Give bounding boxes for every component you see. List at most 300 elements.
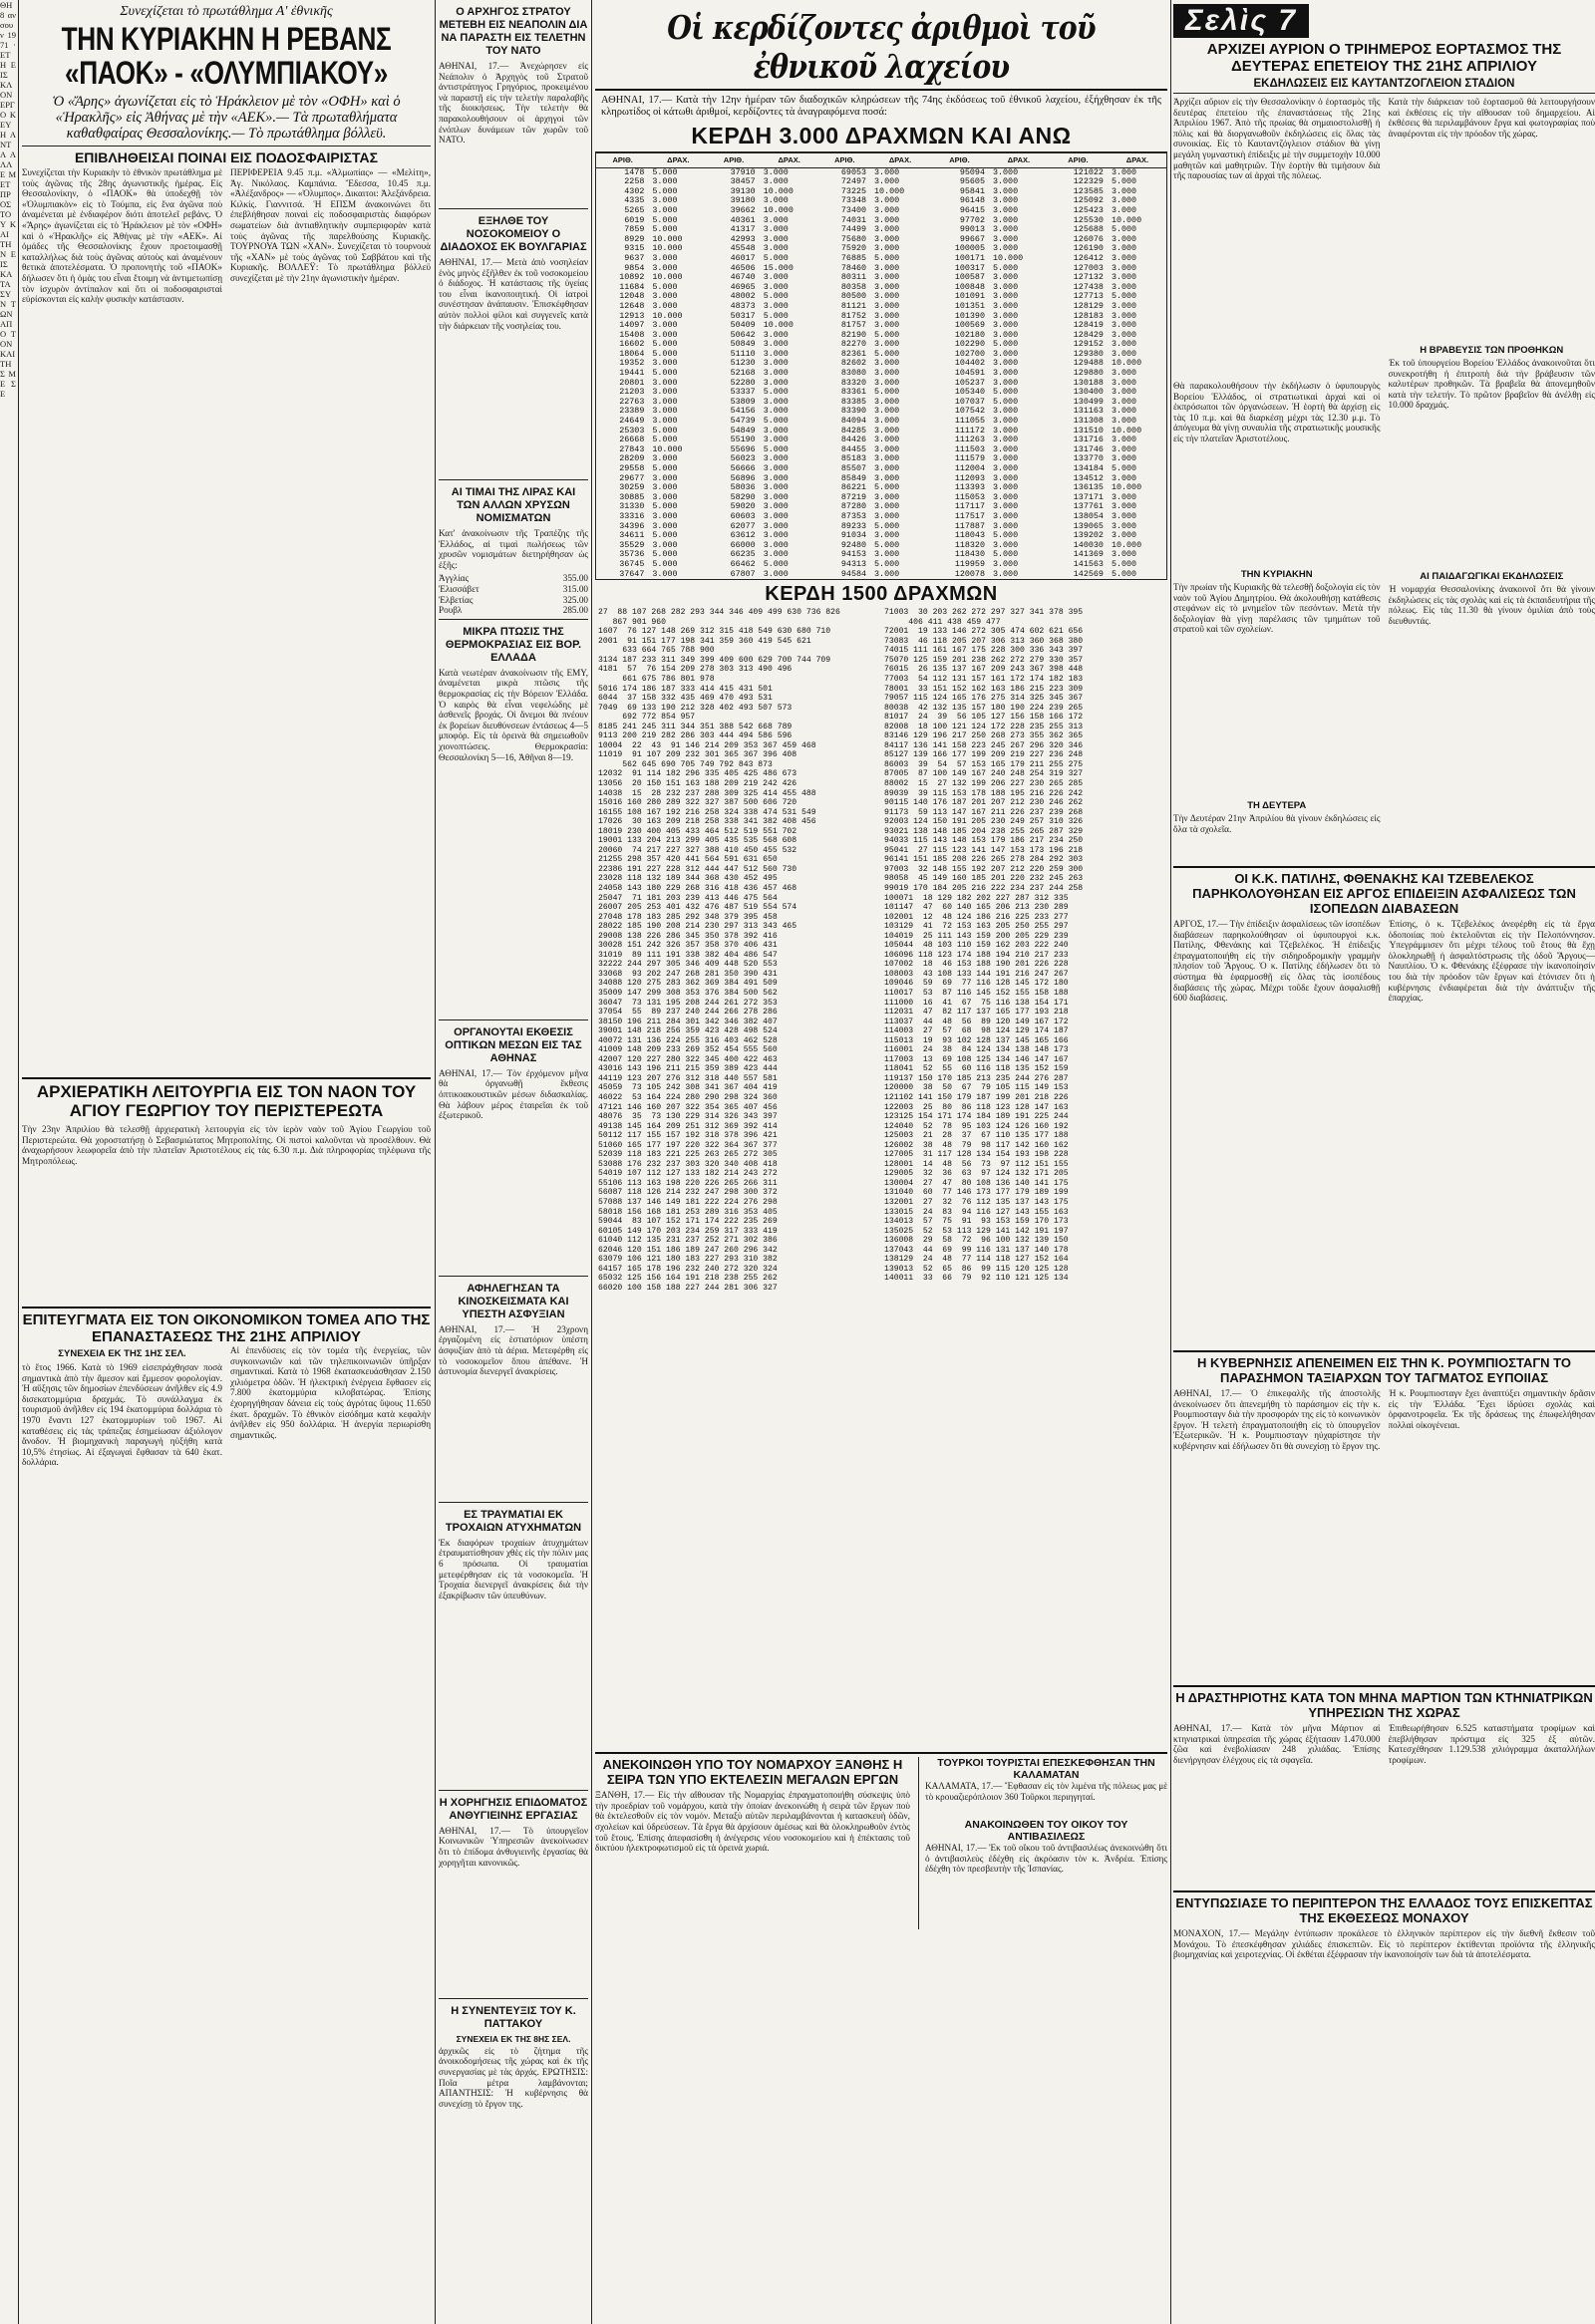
exhibition-text: ΑΘΗΝΑΙ, 17.— Τὸν ἐρχόμενον μῆνα θὰ ὀργανωθῇ ἔκθεσις ὀπτικοακουστικῶν μέσων διδασκαλίας. Θὰ λάβουν μέρος ἐταιρεῖαι ἐκ τοῦ ἐξωτερικοῦ. xyxy=(439,1067,588,1121)
prize-amount: 3.000 xyxy=(763,549,789,560)
ticket-number: 112093 xyxy=(954,472,985,483)
ticket-number: 82602 xyxy=(840,358,867,369)
prize-amount: 3.000 xyxy=(1111,166,1137,177)
ticket-number: 10892 xyxy=(619,272,645,283)
munich-headline: ΕΝΤΥΠΩΣΙΑΣΕ ΤΟ ΠΕΡΙΠΤΕΡΟΝ ΤΗΣ ΕΛΛΑΔΟΣ ΤΟΥΣ ΕΠΙΣΚΕΠΤΑΣ ΤΗΣ ΕΚΘΕΣΕΩΣ ΜΟΝΑΧΟΥ xyxy=(1175,1895,1593,1925)
ticket-number: 9637 xyxy=(624,252,645,263)
ticket-number: 83080 xyxy=(840,368,867,379)
ticket-number: 120078 xyxy=(954,568,985,579)
prize-amount: 3.000 xyxy=(763,406,789,417)
ticket-number: 131308 xyxy=(1073,416,1104,427)
lottery-col-header: ΑΡΙΘ. xyxy=(707,153,760,168)
ticket-number: 82190 xyxy=(840,329,867,340)
prize-amount: 3.000 xyxy=(763,520,789,531)
ticket-number: 141369 xyxy=(1073,549,1104,560)
ticket-number: 55696 xyxy=(730,443,756,454)
prize-amount: 3.000 xyxy=(652,387,678,398)
prize-amount: 3.000 xyxy=(1111,435,1137,445)
ticket-number: 12648 xyxy=(619,300,645,311)
prize-amount: 3.000 xyxy=(1111,348,1137,359)
monday-subhead: ΤΗ ΔΕΥΤΕΡΑ xyxy=(1247,800,1307,811)
ticket-number: 111263 xyxy=(954,435,985,445)
ticket-number: 117887 xyxy=(954,520,985,531)
ticket-number: 118320 xyxy=(954,539,985,550)
ticket-number: 1478 xyxy=(624,166,645,177)
ticket-number: 59020 xyxy=(730,501,756,512)
lottery-section xyxy=(595,0,1167,2324)
xanthi-text: ΞΑΝΘΗ, 17.— Εἰς τὴν αἴθουσαν τῆς Νομαρχίας ἐπραγματοποιήθη σύσκεψις ὑπὸ τὴν προεδρίαν τοῦ νομάρχου, κατὰ τὴν ὁποίαν ἀνεκοινώθη ἡ σειρὰ τῶν ἔργων ποὺ θὰ ἐκτελεσθοῦν εἰς τὸν νομόν. Μεταξὺ αὐτῶν περιλαμβάνονται ἡ κατασκευὴ ὁδῶν, σχολείων καὶ ὑδρεύσεων. Τὰ ἔργα θὰ ἀρχίσουν ἀμέσως καὶ θὰ ὁλοκληρωθοῦν ἐντὸς τοῦ ἔτους. Ἐπίσης ἀπεφασίσθη ἡ ἀνέγερσις νέου νοσοκομείου καὶ ἡ ἐπέκτασις τοῦ δικτύου ἠλεκτροφωτισμοῦ εἰς τὰ ὀρεινὰ χωριά. xyxy=(595,1790,910,1854)
tourists-headline: ΤΟΥΡΚΟΙ ΤΟΥΡΙΣΤΑΙ ΕΠΕΣΚΕΦΘΗΣΑΝ ΤΗΝ ΚΑΛΑΜΑΤΑΝ xyxy=(937,1757,1155,1782)
lottery-1500-list xyxy=(595,608,1167,1749)
page-number-box: Σελὶς 7 xyxy=(1173,4,1309,38)
prize-amount: 3.000 xyxy=(763,396,789,407)
prize-amount: 3.000 xyxy=(874,281,900,292)
edge-text: ΘΗ 8 αν σουν 1971 · ΕΤΗ ΕΙΣ ΚΛΟΝ ΕΡΓΟ ΚΕΥΗ ΑΝΤΑ ΑΛΛΕ ΜΕΤ ΠΡΟΣ ΤΟΥ ΚΑΙ ΤΗΝ ΕΙΣ ΚΑΤΑ ΣΥΝ ΤΩΝ ΑΠΟ ΤΟΝ ΚΑΙ ΤΗΣ ΜΕ ΣΕ xyxy=(0,0,16,399)
prize-amount: 5.000 xyxy=(652,425,678,436)
ticket-number: 29558 xyxy=(619,463,645,473)
ticket-number: 56666 xyxy=(730,463,756,473)
ticket-number: 58290 xyxy=(730,491,756,502)
ticket-number: 102700 xyxy=(954,348,985,359)
lottery-1500-right: 71003 30 203 262 272 297 327 341 378 395 406 411 438 459 477 72001 19 133 146 272 305 474 602 621 656 73083 46 118 205 207 306 313 360 368 380 74015 111 161 167 175 228 300 336 343 397 75070 125 159 201 238 262 272 279 330 357 76015 26 135 137 167 209 243 367 398 448 77003 54 112 131 157 161 172 174 182 183 78001 33 151 152 162 163 186 215 223 309 79057 115 124 165 176 275 314 325 345 367 80038 42 132 135 157 180 190 224 239 265 81017 24 39 56 105 127 156 158 166 172 82008 18 100 121 124 172 228 235 255 313 83146 129 196 217 250 268 273 355 362 365 84117 136 141 158 223 245 267 296 320 346 85127 139 166 177 199 209 219 227 236 248 86003 39 54 57 153 165 179 211 255 275 87005 87 100 149 167 240 248 254 319 327 88002 15 27 132 199 206 227 230 265 285 89039 39 115 153 178 188 195 216 226 242 90115 140 176 187 201 207 212 230 246 262 91173 59 113 147 167 211 226 237 239 268 92003 124 150 191 205 230 249 257 310 326 93021 138 148 185 204 238 255 265 287 329 94033 115 143 148 153 179 186 217 234 250 95041 27 115 123 141 147 153 173 196 218 96141 151 185 208 226 265 278 284 292 303 97003 32 148 155 192 207 212 220 259 300 98058 45 149 160 185 201 220 232 245 263 99019 170 184 205 216 222 234 237 244 258 100071 18 129 182 202 227 287 312 335 101147 47 60 140 165 206 213 230 289 102001 12 48 124 186 216 225 233 277 103129 41 72 153 163 205 250 255 297 104019 25 111 143 159 200 205 229 239 105044 48 103 110 159 162 203 222 240 106096 118 123 174 188 194 210 217 233 107002 18 46 153 188 190 201 226 228 108003 43 108 133 144 191 216 247 267 109046 59 69 77 116 128 145 172 180 110017 53 87 116 145 152 155 158 188 111000 16 41 67 75 116 138 154 171 112031 47 82 117 137 165 177 193 218 113037 44 48 56 89 120 149 167 172 114003 27 57 68 98 124 129 174 187 115013 19 93 102 128 137 145 165 166 116001 24 38 84 124 134 138 148 173 117003 13 69 108 125 134 146 147 167 118041 52 55 60 116 118 135 152 159 119137 150 170 185 213 235 244 276 287 120000 38 50 67 79 105 115 149 153 121102 141 150 179 187 199 201 218 226 122003 25 80 86 118 123 128 147 163 123125 154 171 174 184 189 191 225 244 124040 52 78 95 103 124 126 160 192 125003 21 28 37 67 110 135 177 188 126002 38 48 79 98 117 142 160 162 127005 31 117 128 134 154 193 198 228 128001 14 48 56 73 97 112 151 155 129005 32 36 63 97 124 132 171 205 130004 27 47 80 108 136 140 141 175 131040 60 77 146 173 177 179 189 199 132001 27 32 76 112 135 137 143 175 133015 24 83 94 116 127 143 155 163 134013 57 75 91 93 153 159 170 173 135025 52 53 113 129 141 142 191 197 136008 29 58 72 96 100 132 139 150 137043 44 69 99 116 131 137 140 178 138129 24 48 77 114 118 127 152 164 139013 52 65 86 99 115 120 125 128 140011 33 66 79 92 110 121 125 134 xyxy=(884,608,1084,1284)
prize-amount: 3.000 xyxy=(1111,510,1137,521)
ticket-number: 34611 xyxy=(619,530,645,541)
ticket-number: 100587 xyxy=(954,272,985,283)
ticket-number: 9315 xyxy=(624,243,645,254)
ticket-number: 53809 xyxy=(730,396,756,407)
sunday-subhead: ΤΗΝ ΚΥΡΙΑΚΗΝ xyxy=(1240,569,1313,580)
regent-text: ΑΘΗΝΑΙ, 17.— Ἐκ τοῦ οἴκου τοῦ ἀντιβασιλέως ἀνεκοινώθη ὅτι ὁ ἀντιβασιλεὺς ἐδέχθη εἰς ἀκρόασιν τὸν κ. Ἀνδρέα. Ἐπίσης ἐδέχθη τὸν πρεσβευτὴν τῆς Ἰσπανίας. xyxy=(924,1843,1167,1875)
prize-amount: 3.000 xyxy=(652,491,678,502)
prize-amount: 3.000 xyxy=(652,300,678,311)
prize-amount: 3.000 xyxy=(992,185,1019,196)
prize-amount: 3.000 xyxy=(763,472,789,483)
prize-amount: 10.000 xyxy=(763,320,794,331)
asphyxia-text: ΑΘΗΝΑΙ, 17.— Ἡ 23χρονη ἐργαζομένη εἰς ἑστιατόριον ὑπέστη ἀσφυξίαν ἀπὸ τὰ ἀέρια. Μετεφέρθη εἰς τὸ νοσοκομεῖον ὅπου ἀπέθανε. Ἡ ἀστυνομία διενεργεῖ ἀνακρίσεις. xyxy=(439,1323,588,1377)
prize-amount: 5.000 xyxy=(992,339,1019,350)
ticket-number: 67807 xyxy=(730,568,756,579)
prize-amount: 5.000 xyxy=(652,281,678,292)
crossing-text-b: Ἐπίσης, ὁ κ. Τζεβελέκος ἀνεφέρθη εἰς τὰ ἔργα ὁδοποιίας ποὺ ἐκτελοῦνται εἰς τὴν Πελοπόννησον. Ὑπεγράμμισεν ὅτι μέχρι τέλους τοῦ ἔτους θὰ ἔχῃ ὁλοκληρωθῇ ἡ ἀσφαλτόστρωσις τῆς ὁδοῦ Ἄργους—Ναυπλίου. Ὁ κ. Φθενάκης ἐξέφρασε τὴν ἱκανοποίησίν του διὰ τὴν πρόοδον τῶν ἔργων καὶ ἐτόνισεν ὅτι ἡ κυβέρνησις ἐνδιαφέρεται διὰ τὴν ἀνάπτυξιν τῆς ἐπαρχίας. xyxy=(1388,919,1595,1004)
lottery-col-header: ΑΡΙΘ. xyxy=(929,153,990,168)
prize-amount: 3.000 xyxy=(874,195,900,206)
ticket-number: 127438 xyxy=(1073,281,1104,292)
prize-amount: 3.000 xyxy=(763,339,789,350)
prize-amount: 5.000 xyxy=(992,530,1019,541)
prize-amount: 3.000 xyxy=(992,310,1019,321)
prize-amount: 5.000 xyxy=(652,185,678,196)
prize-amount: 3.000 xyxy=(763,453,789,464)
prize-amount: 3.000 xyxy=(874,396,900,407)
ticket-number: 125530 xyxy=(1073,214,1104,225)
prize-amount: 3.000 xyxy=(992,539,1019,550)
ticket-number: 48002 xyxy=(730,291,756,302)
ticket-number: 26668 xyxy=(619,435,645,445)
prize-amount: 3.000 xyxy=(992,224,1019,235)
ticket-number: 134184 xyxy=(1073,463,1104,473)
ticket-number: 18064 xyxy=(619,348,645,359)
prize-amount: 3.000 xyxy=(763,482,789,493)
prize-amount: 3.000 xyxy=(763,368,789,379)
prize-amount: 3.000 xyxy=(1111,243,1137,254)
prize-amount: 3.000 xyxy=(763,224,789,235)
ticket-number: 37647 xyxy=(619,568,645,579)
lottery-col-header: ΑΡΙΘ. xyxy=(818,153,871,168)
lottery-col-header: ΔΡΑΧ. xyxy=(871,153,929,168)
sports-deck: Ὁ «Ἄρης» ἀγωνίζεται εἰς τὸ Ἡράκλειον μὲ τὸν «ΟΦΗ» καὶ ὁ «Ἡρακλῆς» εἰς Ἀθήνας μὲ τὴν «ΑΕΚ».— Τὰ πρωταθλήματα καθαθφαίρας Θεσσαλονίκης.— Τὸ πρωτάθλημα βόλλεϋ. xyxy=(52,94,401,142)
prize-amount: 5.000 xyxy=(763,291,789,302)
ticket-number: 84285 xyxy=(840,425,867,436)
ticket-number: 66462 xyxy=(730,558,756,569)
ticket-number: 50317 xyxy=(730,310,756,321)
ticket-number: 94584 xyxy=(840,568,867,579)
ticket-number: 101351 xyxy=(954,300,985,311)
ticket-number: 118430 xyxy=(954,549,985,560)
sports-text-a: Συνεχίζεται τὴν Κυριακὴν τὸ ἐθνικὸν πρωτάθλημα μὲ τοὺς ἀγῶνας τῆς 28ης ἀγωνιστικῆς ἡμέρας. Εἰς Θεσσαλονίκην, ὁ «ΠΑΟΚ» θὰ ὑποδεχθῇ τὸν «Ὀλυμπιακὸν» εἰς τὸ Τούμπα, εἰς ἕνα ἀγῶνα ποὺ ἀναμένεται μὲ ἐνδιαφέρον διότι ἀποτελεῖ ρεβάνς. Ὁ «Ἄρης» ἀγωνίζεται εἰς τὸ Ἡράκλειον μὲ τὸν «ΟΦΗ» καὶ ὁ «Ἡρακλῆς» εἰς Ἀθήνας μὲ τὴν «ΑΕΚ». Αἱ ὁμάδες τῆς Θεσσαλονίκης ἔχουν προετοιμασθῇ καταλλήλως διὰ τοὺς ἀγῶνας αὐτοὺς καὶ ἀναμένουν θετικὰ ἀποτελέσματα. Ὁ προπονητὴς τοῦ «ΠΑΟΚ» δήλωσεν ὅτι ἡ ὁμὰς του εἶναι ἕτοιμη νὰ ἀντιμετωπίσῃ τὸν ἰσχυρὸν ἀντίπαλον καὶ ὅτι οἱ ποδοσφαιρισταὶ εὑρίσκονται εἰς καλὴν φυσικὴν κατάστασιν. xyxy=(22,167,222,305)
ticket-number: 33316 xyxy=(619,510,645,521)
prize-amount: 3.000 xyxy=(874,224,900,235)
ticket-number: 127713 xyxy=(1073,291,1104,302)
ticket-number: 99667 xyxy=(959,233,985,244)
ticket-number: 95094 xyxy=(959,166,985,177)
prize-amount: 3.000 xyxy=(1111,520,1137,531)
ticket-number: 58036 xyxy=(730,482,756,493)
prize-amount: 3.000 xyxy=(992,281,1019,292)
prize-amount: 3.000 xyxy=(763,195,789,206)
lottery-heading-1500: ΚΕΡΔΗ 1500 ΔΡΑΧΜΩΝ xyxy=(765,583,998,606)
asphyxia-headline: ΑΦΗΛΕΓΗΣΑΝ ΤΑ ΚΙΝΟΣΚΕΙΣΜΑΤΑ ΚΑΙ ΥΠΕΣΤΗ ΑΣΦΥΞΙΑΝ xyxy=(458,1282,569,1320)
ticket-number: 51230 xyxy=(730,358,756,369)
ticket-number: 101390 xyxy=(954,310,985,321)
prize-amount: 5.000 xyxy=(1111,558,1137,569)
prize-amount: 3.000 xyxy=(1111,453,1137,464)
medal-text-b: Ἡ κ. Ρουμπιοσταγν ἔχει ἀναπτύξει σημαντικὴν δρᾶσιν εἰς τὴν Ἑλλάδα. Ἔχει ἱδρύσει σχολὰς καὶ ὀρφανοτροφεῖα. Ἐκ τῆς δράσεως της ἐπωφελήθησαν πολλαὶ οἰκογένειαι. xyxy=(1388,1388,1595,1430)
prize-amount: 5.000 xyxy=(874,387,900,398)
anniversary-text-a: Ἀρχίζει αὔριον εἰς τὴν Θεσσαλονίκην ὁ ἑορτασμὸς τῆς δευτέρας ἐπετείου τῆς ἐπαναστάσεως τῆς 21ης Ἀπριλίου 1967. Ἀπὸ τῆς πρωίας θὰ σημαιοστολισθῇ ἡ πόλις καὶ θὰ διοργανωθοῦν ἐκδηλώσεις εἰς ὅλας τὰς συνοικίας. Εἰς τὸ Καυταντζόγλειον στάδιον θὰ γίνῃ μεγάλη γυμναστικὴ ἐπίδειξις μὲ τὴν συμμετοχὴν 10.000 μαθητῶν καὶ μαθητριῶν. Τὴν ἑορτὴν θὰ τιμήσουν διὰ τῆς παρουσίας των αἱ ἀρχαὶ τῆς πόλεως. xyxy=(1173,97,1381,181)
ticket-number: 131746 xyxy=(1073,443,1104,454)
ticket-number: 15408 xyxy=(619,329,645,340)
hospital-headline: ΕΞΗΛΘΕ ΤΟΥ ΝΟΣΟΚΟΜΕΙΟΥ Ο ΔΙΑΔΟΧΟΣ ΕΚ ΒΟΥΛΓΑΡΙΑΣ xyxy=(440,215,587,253)
prize-amount: 3.000 xyxy=(992,520,1019,531)
prize-amount: 5.000 xyxy=(652,549,678,560)
gold-prices-headline: ΑΙ ΤΙΜΑΙ ΤΗΣ ΛΙΡΑΣ ΚΑΙ ΤΩΝ ΑΛΛΩΝ ΧΡΥΣΩΝ ΝΟΜΙΣΜΑΤΩΝ xyxy=(451,486,576,524)
prize-amount: 3.000 xyxy=(763,348,789,359)
prize-amount: 3.000 xyxy=(1111,329,1137,340)
penalties-subhead: ΕΠΙΒΛΗΘΕΙΣΑΙ ΠΟΙΝΑΙ ΕΙΣ ΠΟΔΟΣΦΑΙΡΙΣΤΑΣ xyxy=(74,149,379,165)
prize-amount: 3.000 xyxy=(763,435,789,445)
ticket-number: 140030 xyxy=(1073,539,1104,550)
veterinary-body xyxy=(1173,1723,1595,1888)
prize-amount: 5.000 xyxy=(652,339,678,350)
ticket-number: 39662 xyxy=(730,204,756,215)
lottery-row xyxy=(596,570,1166,580)
prize-amount: 3.000 xyxy=(763,568,789,579)
ticket-number: 96415 xyxy=(959,204,985,215)
ticket-number: 73348 xyxy=(840,195,867,206)
prize-amount: 3.000 xyxy=(1111,377,1137,388)
prize-amount: 5.000 xyxy=(652,348,678,359)
prize-amount: 3.000 xyxy=(652,520,678,531)
ticket-number: 35736 xyxy=(619,549,645,560)
prize-amount: 3.000 xyxy=(763,539,789,550)
economy-continuation: ΣΥΝΕΧΕΙΑ ΕΚ ΤΗΣ 1ΗΣ ΣΕΛ. xyxy=(58,1348,186,1359)
ticket-number: 50642 xyxy=(730,329,756,340)
prize-amount: 5.000 xyxy=(874,482,900,493)
prize-amount: 3.000 xyxy=(652,539,678,550)
ticket-number: 78460 xyxy=(840,262,867,273)
prize-amount: 5.000 xyxy=(763,416,789,427)
ticket-number: 131510 xyxy=(1073,425,1104,436)
prize-amount: 3.000 xyxy=(874,204,900,215)
prize-amount: 3.000 xyxy=(1111,185,1137,196)
prize-amount: 3.000 xyxy=(1111,396,1137,407)
ticket-number: 105237 xyxy=(954,377,985,388)
prize-amount: 3.000 xyxy=(1111,387,1137,398)
allowance-text: ΑΘΗΝΑΙ, 17.— Τὸ ὑπουργεῖον Κοινωνικῶν Ὑπηρεσιῶν ἀνεκοίνωσεν ὅτι τὸ ἐπίδομα ἀνθυγιεινῆς ἐργασίας θὰ χορηγῆται κανονικῶς. xyxy=(439,1825,588,1868)
prize-amount: 10.000 xyxy=(1111,482,1142,493)
ticket-number: 83385 xyxy=(840,396,867,407)
ticket-number: 128129 xyxy=(1073,300,1104,311)
prize-amount: 3.000 xyxy=(992,272,1019,283)
ticket-number: 27843 xyxy=(619,443,645,454)
ticket-number: 21203 xyxy=(619,387,645,398)
lottery-bottom-news xyxy=(595,1757,1167,1929)
prize-amount: 3.000 xyxy=(652,416,678,427)
ticket-number: 130188 xyxy=(1073,377,1104,388)
ticket-number: 14097 xyxy=(619,320,645,331)
prize-amount: 3.000 xyxy=(874,176,900,187)
prize-amount: 3.000 xyxy=(874,453,900,464)
allowance-headline: Η ΧΟΡΗΓΗΣΙΣ ΕΠΙΔΟΜΑΤΟΣ ΑΝΘΥΓΙΕΙΝΗΣ ΕΡΓΑΣΙΑΣ xyxy=(439,1796,588,1822)
prize-amount: 3.000 xyxy=(992,300,1019,311)
windows-text: Ἐκ τοῦ ὑπουργείου Βορείου Ἑλλάδος ἀνακοινοῦται ὅτι συνεκροτήθη ἡ ἐπιτροπὴ διὰ τὴν βράβευσιν τῶν καλυτέρων προθηκῶν. Τὰ βραβεῖα θὰ ἀπονεμηθοῦν κατὰ τὴν τελετήν. Τὸ πρῶτον βραβεῖον θὰ ἀνέλθῃ εἰς 10.000 δραχμάς. xyxy=(1388,358,1595,411)
ticket-number: 100317 xyxy=(954,262,985,273)
prize-amount: 3.000 xyxy=(763,377,789,388)
ticket-number: 20801 xyxy=(619,377,645,388)
tourists-text: ΚΑΛΑΜΑΤΑ, 17.— Ἔφθασαν εἰς τὸν λιμένα τῆς πόλεως μας μὲ τὸ κρουαζιερόπλοιον 360 Τοῦρκοι περιηγηταί. xyxy=(924,1781,1167,1802)
education-subhead: ΑΙ ΠΑΙΔΑΓΩΓΙΚΑΙ ΕΚΔΗΛΩΣΕΙΣ xyxy=(1420,571,1564,582)
prize-amount: 3.000 xyxy=(1111,204,1137,215)
ticket-number: 100848 xyxy=(954,281,985,292)
prize-amount: 3.000 xyxy=(652,176,678,187)
ticket-number: 2258 xyxy=(624,176,645,187)
gold-prices-list xyxy=(439,573,588,615)
army-chief-text: ΑΘΗΝΑΙ, 17.— Ἀνεχώρησεν εἰς Νεάπολιν ὁ Ἀρχηγὸς τοῦ Στρατοῦ ἀντιστράτηγος Γρηγόριος, προκειμένου νὰ παραστῇ εἰς τὴν τελετὴν παραλαβῆς τῆς διοικήσεως. Τὴν τελετὴν θὰ παρακολουθήσουν οἱ ἀρχηγοὶ τῶν ἐνόπλων δυνάμεων τῶν χωρῶν τοῦ ΝΑΤΟ. xyxy=(439,61,588,145)
ticket-number: 76885 xyxy=(840,252,867,263)
prize-amount: 3.000 xyxy=(1111,406,1137,417)
ticket-number: 136135 xyxy=(1073,482,1104,493)
prize-amount: 3.000 xyxy=(652,320,678,331)
prize-amount: 3.000 xyxy=(652,329,678,340)
ticket-number: 94313 xyxy=(840,558,867,569)
ticket-number: 128429 xyxy=(1073,329,1104,340)
ticket-number: 117117 xyxy=(954,501,985,512)
prize-amount: 3.000 xyxy=(1111,530,1137,541)
lottery-col-header: ΔΡΑΧ. xyxy=(1109,153,1166,168)
ticket-number: 25303 xyxy=(619,425,645,436)
prize-amount: 3.000 xyxy=(992,558,1019,569)
sports-headline-1: ΤΗΝ ΚΥΡΙΑΚΗΝ Η ΡΕΒΑΝΣ xyxy=(61,21,392,57)
prize-amount: 3.000 xyxy=(652,262,678,273)
prize-amount: 3.000 xyxy=(763,272,789,283)
lottery-col-header: ΔΡΑΧ. xyxy=(990,153,1048,168)
prize-amount: 3.000 xyxy=(992,463,1019,473)
ticket-number: 31330 xyxy=(619,501,645,512)
medal-text-a: ΑΘΗΝΑΙ, 17.— Ὁ ἐπικεφαλῆς τῆς ἀποστολῆς ἀνεκοίνωσεν ὅτι ἀπενεμήθη τὸ παράσημον εἰς τὴν κ. Ρουμπιοσταγν διὰ τὴν προσφοράν της εἰς τὸ κοινωνικὸν ἔργον. Ἡ τελετὴ ἐπραγματοποιήθη εἰς τὸ ὑπουργεῖον Ἐξωτερικῶν. Ἡ κ. Ρουμπιοσταγν ηὐχαρίστησε τὴν κυβέρνησιν καὶ ἐδήλωσεν ὅτι θὰ συνεχίσῃ τὸ ἔργον της. xyxy=(1173,1388,1381,1451)
ticket-number: 56023 xyxy=(730,453,756,464)
prize-amount: 3.000 xyxy=(874,549,900,560)
prize-amount: 3.000 xyxy=(1111,310,1137,321)
prize-amount: 3.000 xyxy=(1111,252,1137,263)
economy-text-a: τὸ ἔτος 1966. Κατὰ τὸ 1969 εἰσεπράχθησαν ποσὰ σημαντικὰ ἀπὸ τὴν ἄμεσον καὶ ἔμμεσον φορολογίαν. Ἡ αὔξησις τῶν δημοσίων ἐπενδύσεων ἀνῆλθεν εἰς 4.9 δισεκατομμύρια δραχμάς. Τὸ συνάλλαγμα ἐκ τουρισμοῦ ἀνῆλθεν εἰς 194 ἑκατομμύρια δολλάρια τὸ 1970 ἔναντι 127 ἑκατομμυρίων τοῦ 1967. Αἱ καταθέσεις εἰς τὰς τράπεζας ἐσημείωσαν ἀξιόλογον ἄνοδον. Ἡ βιομηχανικὴ παραγωγὴ ηὐξήθη κατὰ 10,5% ἐτησίως. Αἱ ἐξαγωγαὶ ἔφθασαν τὰ 640 ἑκατ. δολλάρια. xyxy=(22,1362,222,1468)
prize-amount: 3.000 xyxy=(992,435,1019,445)
ticket-number: 4335 xyxy=(624,195,645,206)
sports-kicker: Συνεχίζεται τὸ πρωτάθλημα Α' ἐθνικῆς xyxy=(120,4,333,19)
ticket-number: 87353 xyxy=(840,510,867,521)
ticket-number: 111055 xyxy=(954,416,985,427)
ticket-number: 139202 xyxy=(1073,530,1104,541)
ticket-number: 83361 xyxy=(840,387,867,398)
pattakos-continuation: ΣΥΝΕΧΕΙΑ ΕΚ ΤΗΣ 8ΗΣ ΣΕΛ. xyxy=(456,2033,571,2044)
ticket-number: 95841 xyxy=(959,185,985,196)
veterinary-text-b: Ἐπιθεωρήθησαν 6.525 καταστήματα τροφίμων καὶ ἐπεβλήθησαν πρόστιμα εἰς 325 ἐξ αὐτῶν. Κατεσχέθησαν 1.129.538 χιλιόγραμμα ἀκαταλλήλων τροφίμων. xyxy=(1388,1723,1595,1765)
education-text: Ἡ νομαρχία Θεσσαλονίκης ἀνακοινοῖ ὅτι θὰ γίνουν ἐκδηλώσεις εἰς τὰς σχολὰς καὶ εἰς τὰ ἐκπαιδευτήρια τῆς πόλεως. Εἰς τὰς 11.30 θὰ γίνουν ὁμιλίαι ἀπὸ τοὺς διευθυντάς. xyxy=(1388,584,1595,626)
prize-amount: 5.000 xyxy=(652,463,678,473)
ticket-number: 46506 xyxy=(730,262,756,273)
prize-amount: 3.000 xyxy=(652,472,678,483)
ticket-number: 85849 xyxy=(840,472,867,483)
prize-amount: 3.000 xyxy=(874,320,900,331)
prize-amount: 3.000 xyxy=(992,195,1019,206)
prize-amount: 3.000 xyxy=(652,568,678,579)
exhibitions-text: Κατὰ τὴν διάρκειαν τοῦ ἑορτασμοῦ θὰ λειτουργήσουν καὶ ἐκθέσεις εἰς τὴν αἴθουσαν τοῦ δημαρχείου. Αἱ ἐκθέσεις θὰ περιλαμβάνουν ἔργα καὶ φωτογραφίας ποὺ ἀναφέρονται εἰς τὴν πρόοδον τῆς χώρας. xyxy=(1388,97,1595,139)
prize-amount: 5.000 xyxy=(874,252,900,263)
prize-amount: 3.000 xyxy=(874,243,900,254)
weather-headline: ΜΙΚΡΑ ΠΤΩΣΙΣ ΤΗΣ ΘΕΡΜΟΚΡΑΣΙΑΣ ΕΙΣ ΒΟΡ. ΕΛΛΑΔΑ xyxy=(445,625,582,664)
prize-amount: 3.000 xyxy=(874,272,900,283)
crossing-body xyxy=(1173,919,1595,1347)
ticket-number: 95605 xyxy=(959,176,985,187)
main-news-column xyxy=(1173,0,1595,2324)
sunday-text: Τὴν πρωίαν τῆς Κυριακῆς θὰ τελεσθῇ δοξολογία εἰς τὸν ναὸν τοῦ Ἁγίου Δημητρίου. Θὰ ἀκολουθήσῃ κατάθεσις στεφάνων εἰς τὸ μνημεῖον τῶν πεσόντων. Μετὰ τὴν δοξολογίαν θὰ γίνῃ παρέλασις τῶν τμημάτων τοῦ στρατοῦ καὶ τῶν σχολείων. xyxy=(1173,582,1381,635)
prize-amount: 10.000 xyxy=(1111,425,1142,436)
prize-amount: 5.000 xyxy=(1111,176,1137,187)
prize-amount: 3.000 xyxy=(763,300,789,311)
anniversary-text-b: Θὰ παρακολουθήσουν τὴν ἐκδήλωσιν ὁ ὑφυπουργὸς Βορείου Ἑλλάδος, οἱ στρατιωτικαὶ ἀρχαὶ καὶ οἱ ἐκπρόσωποι τῶν ὀργανώσεων. Ἡ ἑορτὴ θὰ ἀρχίσῃ εἰς τὰς 10 π.μ. καὶ θὰ διαρκέσῃ μέχρι τὰς 12.30 μ.μ. Τὸ ἀπόγευμα θὰ γίνῃ συναυλία τῆς στρατιωτικῆς μουσικῆς εἰς τὴν πλατεῖαν Ἀριστοτέλους. xyxy=(1173,381,1381,443)
ticket-number: 9854 xyxy=(624,262,645,273)
ticket-number: 39130 xyxy=(730,185,756,196)
ticket-number: 84426 xyxy=(840,435,867,445)
prize-amount: 3.000 xyxy=(1111,262,1137,273)
prize-amount: 3.000 xyxy=(763,425,789,436)
prize-amount: 5.000 xyxy=(874,539,900,550)
ticket-number: 129880 xyxy=(1073,368,1104,379)
ticket-number: 137761 xyxy=(1073,501,1104,512)
prize-amount: 3.000 xyxy=(763,358,789,369)
prize-amount: 5.000 xyxy=(652,435,678,445)
prize-amount: 3.000 xyxy=(874,435,900,445)
ticket-number: 4302 xyxy=(624,185,645,196)
ticket-number: 131163 xyxy=(1073,406,1104,417)
ticket-number: 115053 xyxy=(954,491,985,502)
prize-amount: 5.000 xyxy=(763,310,789,321)
ticket-number: 54739 xyxy=(730,416,756,427)
prize-amount: 5.000 xyxy=(1111,463,1137,473)
ticket-number: 45548 xyxy=(730,243,756,254)
ticket-number: 29677 xyxy=(619,472,645,483)
ticket-number: 75920 xyxy=(840,243,867,254)
prize-amount: 3.000 xyxy=(992,443,1019,454)
ticket-number: 46017 xyxy=(730,252,756,263)
ticket-number: 134512 xyxy=(1073,472,1104,483)
ticket-number: 105340 xyxy=(954,387,985,398)
ticket-number: 130400 xyxy=(1073,387,1104,398)
prize-amount: 10.000 xyxy=(1111,214,1142,225)
lottery-col-header: ΔΡΑΧ. xyxy=(649,153,707,168)
ticket-number: 91034 xyxy=(840,530,867,541)
ticket-number: 96148 xyxy=(959,195,985,206)
ticket-number: 39180 xyxy=(730,195,756,206)
ticket-number: 131716 xyxy=(1073,435,1104,445)
ticket-number: 80358 xyxy=(840,281,867,292)
weather-text: Κατὰ νεωτέραν ἀνακοίνωσιν τῆς ΕΜΥ, ἀναμένεται μικρὰ πτῶσις τῆς θερμοκρασίας εἰς τὴν Βόρειον Ἑλλάδα. Ὁ καιρὸς θὰ εἶναι νεφελώδης μὲ ἀσθενεῖς βροχάς. Οἱ ἄνεμοι θὰ πνέουν ἐκ βορείων διευθύνσεων ἐντάσεως 4—5 μποφόρ. Εἰς τὰ ὀρεινὰ θὰ σημειωθοῦν χιονοπτώσεις. Θερμοκρασία: Θεσσαλονίκη 5—16, Ἀθῆναι 8—19. xyxy=(439,667,588,762)
crossing-headline: ΟΙ Κ.Κ. ΠΑΤΙΛΗΣ, ΦΘΕΝΑΚΗΣ ΚΑΙ ΤΖΕΒΕΛΕΚΟΣ ΠΑΡΗΚΟΛΟΥΘΗΣΑΝ ΕΙΣ ΑΡΓΟΣ ΕΠΙΔΕΙΞΙΝ ΑΣΦΑΛΙΣΕΩΣ ΤΩΝ ΙΣΟΠΕΔΩΝ ΔΙΑΒΑΣΕΩΝ xyxy=(1192,871,1576,916)
ticket-number: 127003 xyxy=(1073,262,1104,273)
prize-amount: 3.000 xyxy=(874,262,900,273)
prize-amount: 5.000 xyxy=(652,558,678,569)
prize-amount: 10.000 xyxy=(652,233,683,244)
prize-amount: 3.000 xyxy=(1111,339,1137,350)
ticket-number: 101091 xyxy=(954,291,985,302)
ticket-number: 111172 xyxy=(954,425,985,436)
ticket-number: 100569 xyxy=(954,320,985,331)
ticket-number: 104402 xyxy=(954,358,985,369)
prize-amount: 3.000 xyxy=(992,406,1019,417)
prize-amount: 3.000 xyxy=(652,396,678,407)
monday-text: Τὴν Δευτέραν 21ην Ἀπριλίου θὰ γίνουν ἐκδηλώσεις εἰς ὅλα τὰ σχολεῖα. xyxy=(1173,813,1381,834)
prize-amount: 3.000 xyxy=(874,443,900,454)
prize-amount: 3.000 xyxy=(992,501,1019,512)
sports-column xyxy=(22,0,431,2324)
prize-amount: 3.000 xyxy=(874,166,900,177)
lottery-table-frame xyxy=(595,151,1167,580)
ticket-number: 81752 xyxy=(840,310,867,321)
ticket-number: 12048 xyxy=(619,291,645,302)
pattakos-text: ἀρχικῶς εἰς τὸ ζήτημα τῆς ἀνοικοδομήσεως τῆς χώρας καὶ ἐκ τῆς συνεργασίας μὲ τὰς ἀρχάς. ΕΡΩΤΗΣΙΣ: Ποῖα μέτρα λαμβάνονται; ΑΠΑΝΤΗΣΙΣ: Ἡ κυβέρνησις θὰ συνεχίσῃ τὸ ἔργον της. xyxy=(439,2045,588,2109)
prize-amount: 3.000 xyxy=(874,300,900,311)
gold-price-row: Ἀγγλίας 355.00 xyxy=(439,573,588,584)
prize-amount: 3.000 xyxy=(992,453,1019,464)
prize-amount: 3.000 xyxy=(1111,195,1137,206)
prize-amount: 3.000 xyxy=(992,291,1019,302)
lottery-intro: ΑΘΗΝΑΙ, 17.— Κατὰ τὴν 12ην ἡμέραν τῶν διαδοχικῶν κληρώσεων τῆς 74ης ἐκδόσεως τοῦ ἐθνικοῦ λαχείου, ἐξήχθησαν ἐκ τῆς κληρωτίδος οἱ κάτωθι ἀριθμοί, κερδίζοντες τὰ ἀναγραφόμενα ποσά: xyxy=(601,95,1161,118)
ticket-number: 125423 xyxy=(1073,204,1104,215)
ticket-number: 83390 xyxy=(840,406,867,417)
gold-price-row: Ἐλισσάβετ 315.00 xyxy=(439,583,588,594)
ticket-number: 138054 xyxy=(1073,510,1104,521)
ticket-number: 52168 xyxy=(730,368,756,379)
prize-amount: 10.000 xyxy=(652,243,683,254)
anniversary-body xyxy=(1173,97,1595,863)
ticket-number: 97702 xyxy=(959,214,985,225)
prize-amount: 3.000 xyxy=(992,204,1019,215)
ticket-number: 113393 xyxy=(954,482,985,493)
prize-amount: 3.000 xyxy=(874,291,900,302)
prize-amount: 3.000 xyxy=(992,348,1019,359)
ticket-number: 63612 xyxy=(730,530,756,541)
ticket-number: 66235 xyxy=(730,549,756,560)
prize-amount: 3.000 xyxy=(763,214,789,225)
